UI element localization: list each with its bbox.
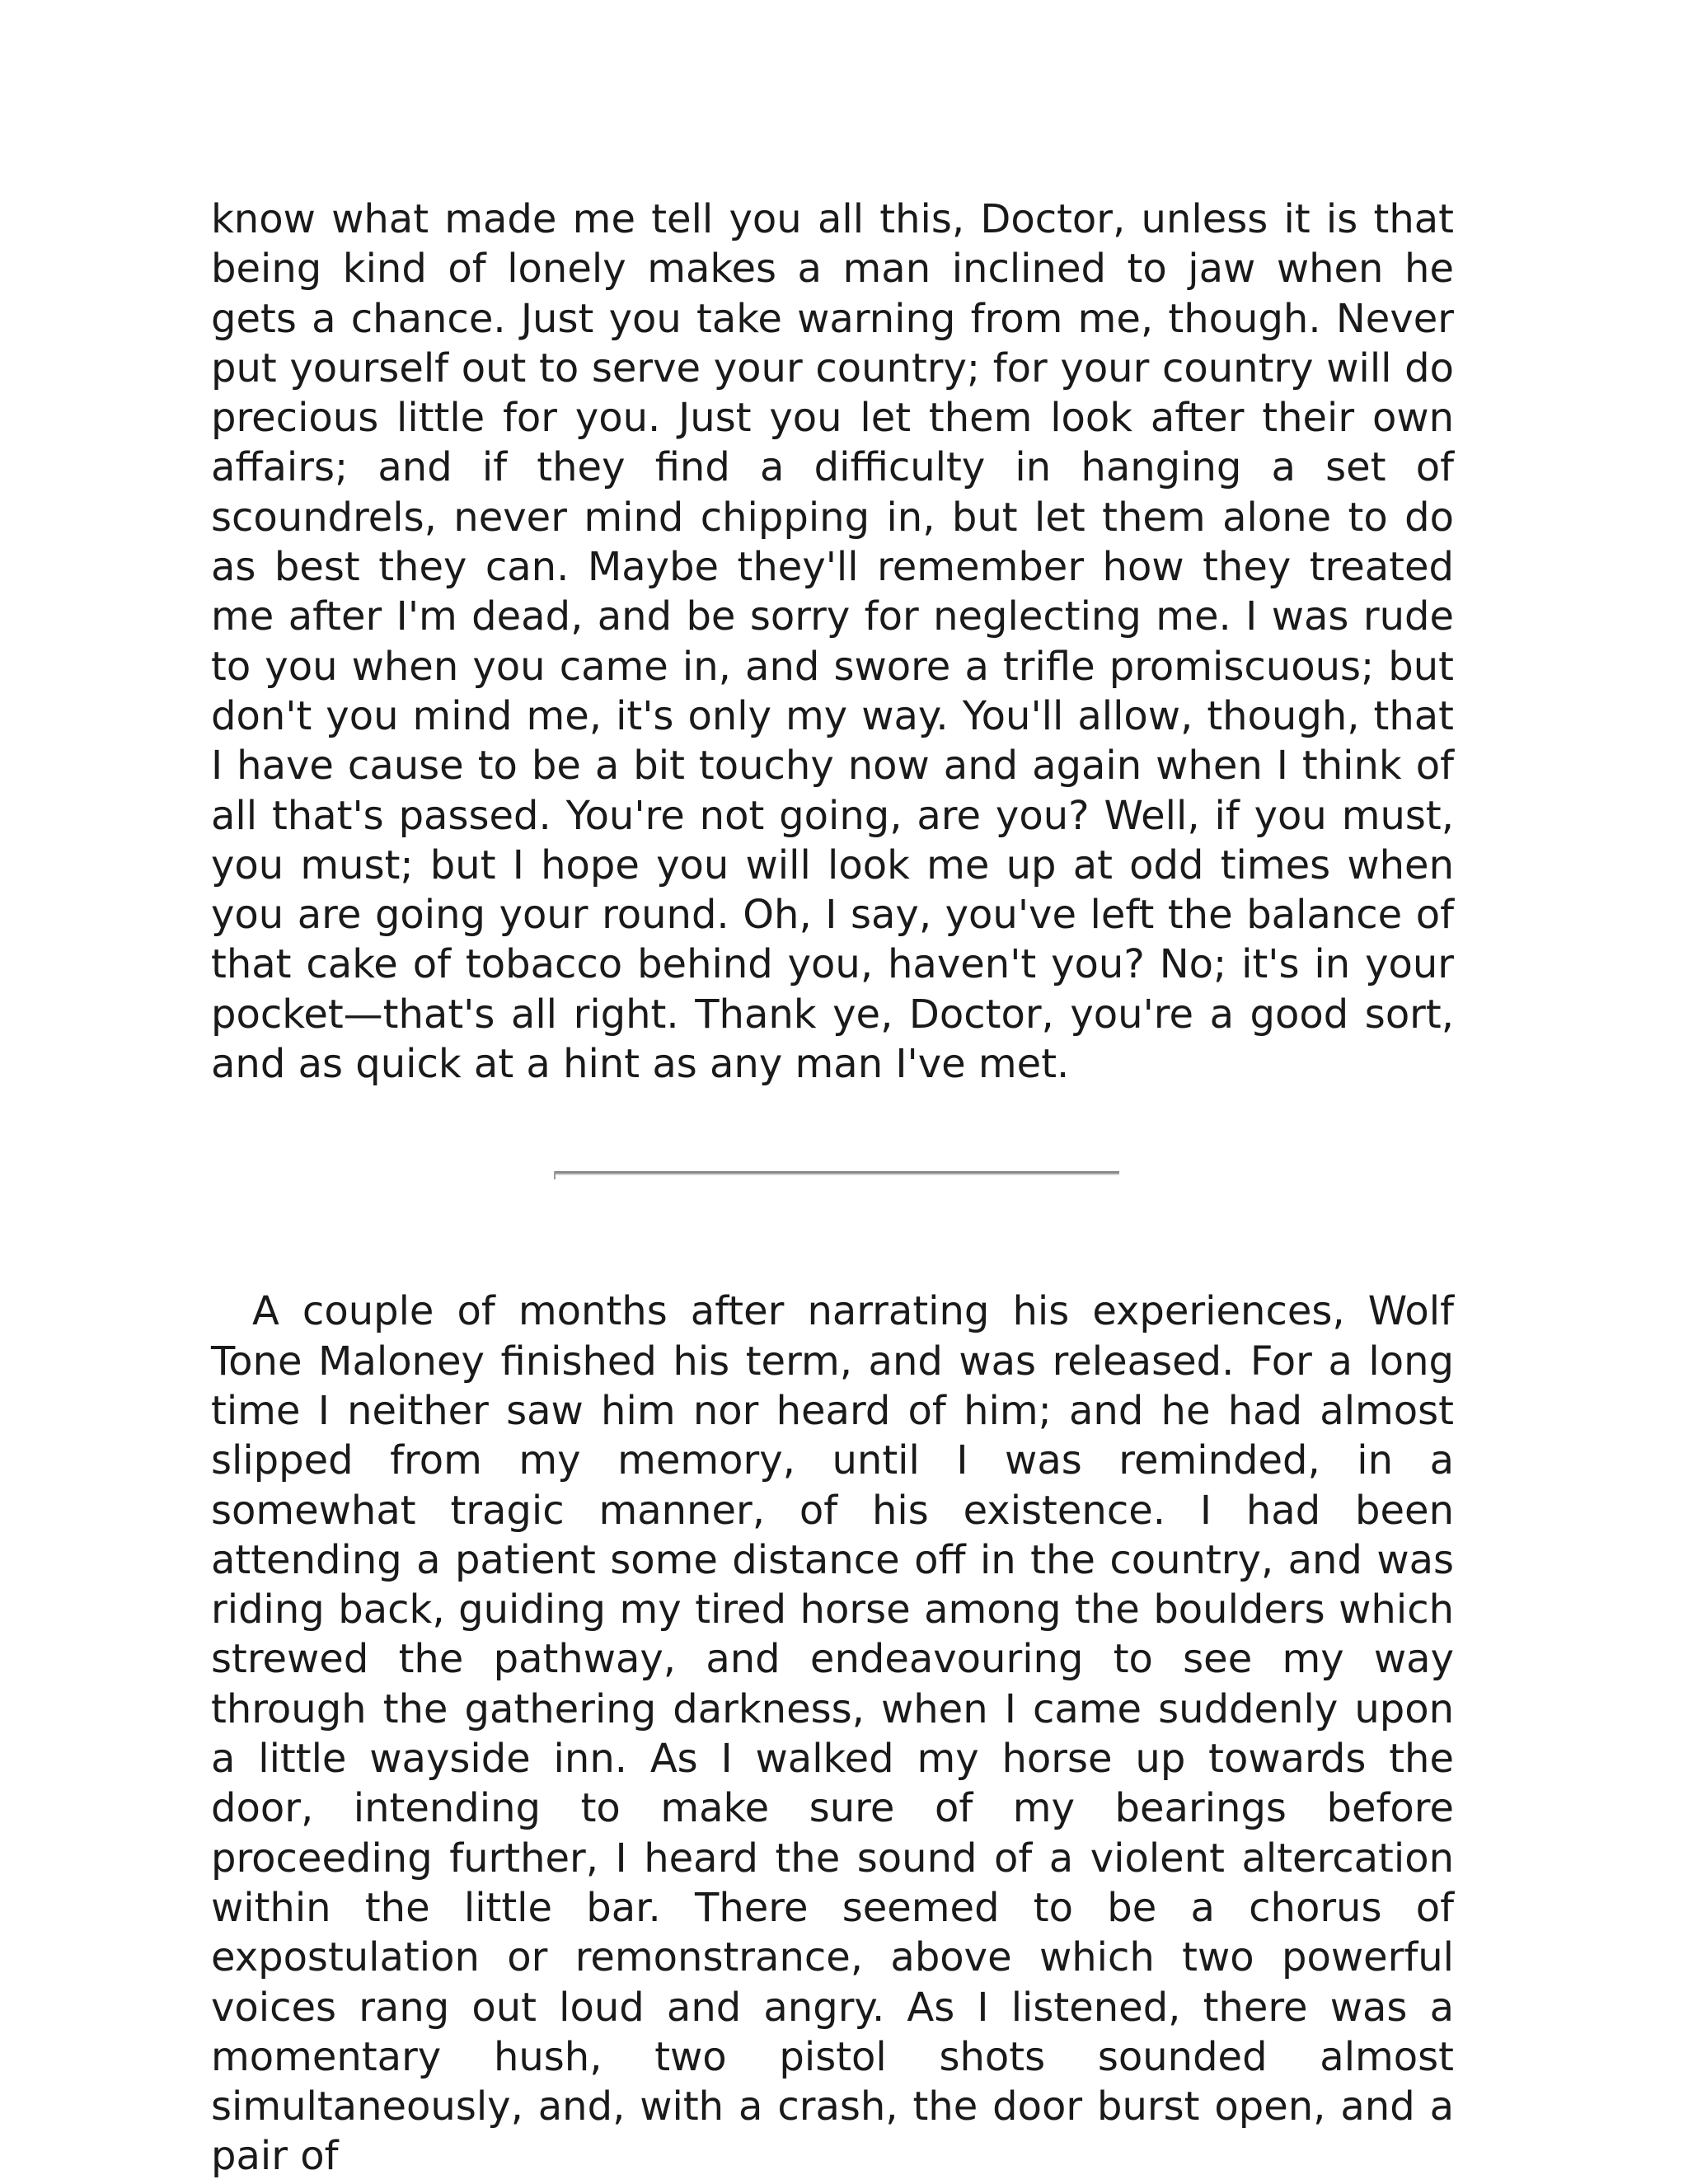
horizontal-rule bbox=[554, 1171, 1119, 1175]
paragraph-continuation: know what made me tell you all this, Doctor, unless it is that being kind of lonely makes a man inclined to jaw when he gets a chance. Just you take warning from me, though. Never put yourself out to serve your country; for your country will do precious little for you. Just you let them look after their own affairs; and if they find a difficulty in hanging a set of scoundrels, never mind chipping in, but let them alone to do as best they can. Maybe they'll remember how they treated me after I'm dead, and be sorry for neglecting me. I was rude to you when you came in, and swore a trifle promiscuous; but don't you mind me, it's only my way. You'll allow, though, that I have cause to be a bit touchy now and again when I think of all that's passed. You're not going, are you? Well, if you must, you must; but I hope you will look me up at odd times when you are going your round. Oh, I say, you've left the balance of that cake of tobacco behind you, haven't you? No; it's in your pocket—that's all right. Thank ye, Doctor, you're a good sort, and as quick at a hint as any man I've met. bbox=[211, 196, 1454, 1088]
section-break bbox=[211, 1089, 1454, 1286]
book-page bbox=[211, 194, 1454, 2182]
paragraph-new-section: A couple of months after narrating his experiences, Wolf Tone Maloney finished his term, and was released. For a long time I neither saw him nor heard of him; and he had almost slipped from my memory, until I was reminded, in a somewhat tragic manner, of his existence. I had been attending a patient some distance off in the country, and was riding back, guiding my tired horse among the boulders which strewed the pathway, and endeavouring to see my way through the gathering darkness, when I came suddenly upon a little wayside inn. As I walked my horse up towards the door, intending to make sure of my bearings before proceeding further, I heard the sound of a violent altercation within the little bar. There seemed to be a chorus of expostulation or remonstrance, above which two powerful voices rang out loud and angry. As I listened, there was a momentary hush, two pistol shots sounded almost simultaneously, and, with a crash, the door burst open, and a pair of bbox=[211, 1288, 1454, 2180]
